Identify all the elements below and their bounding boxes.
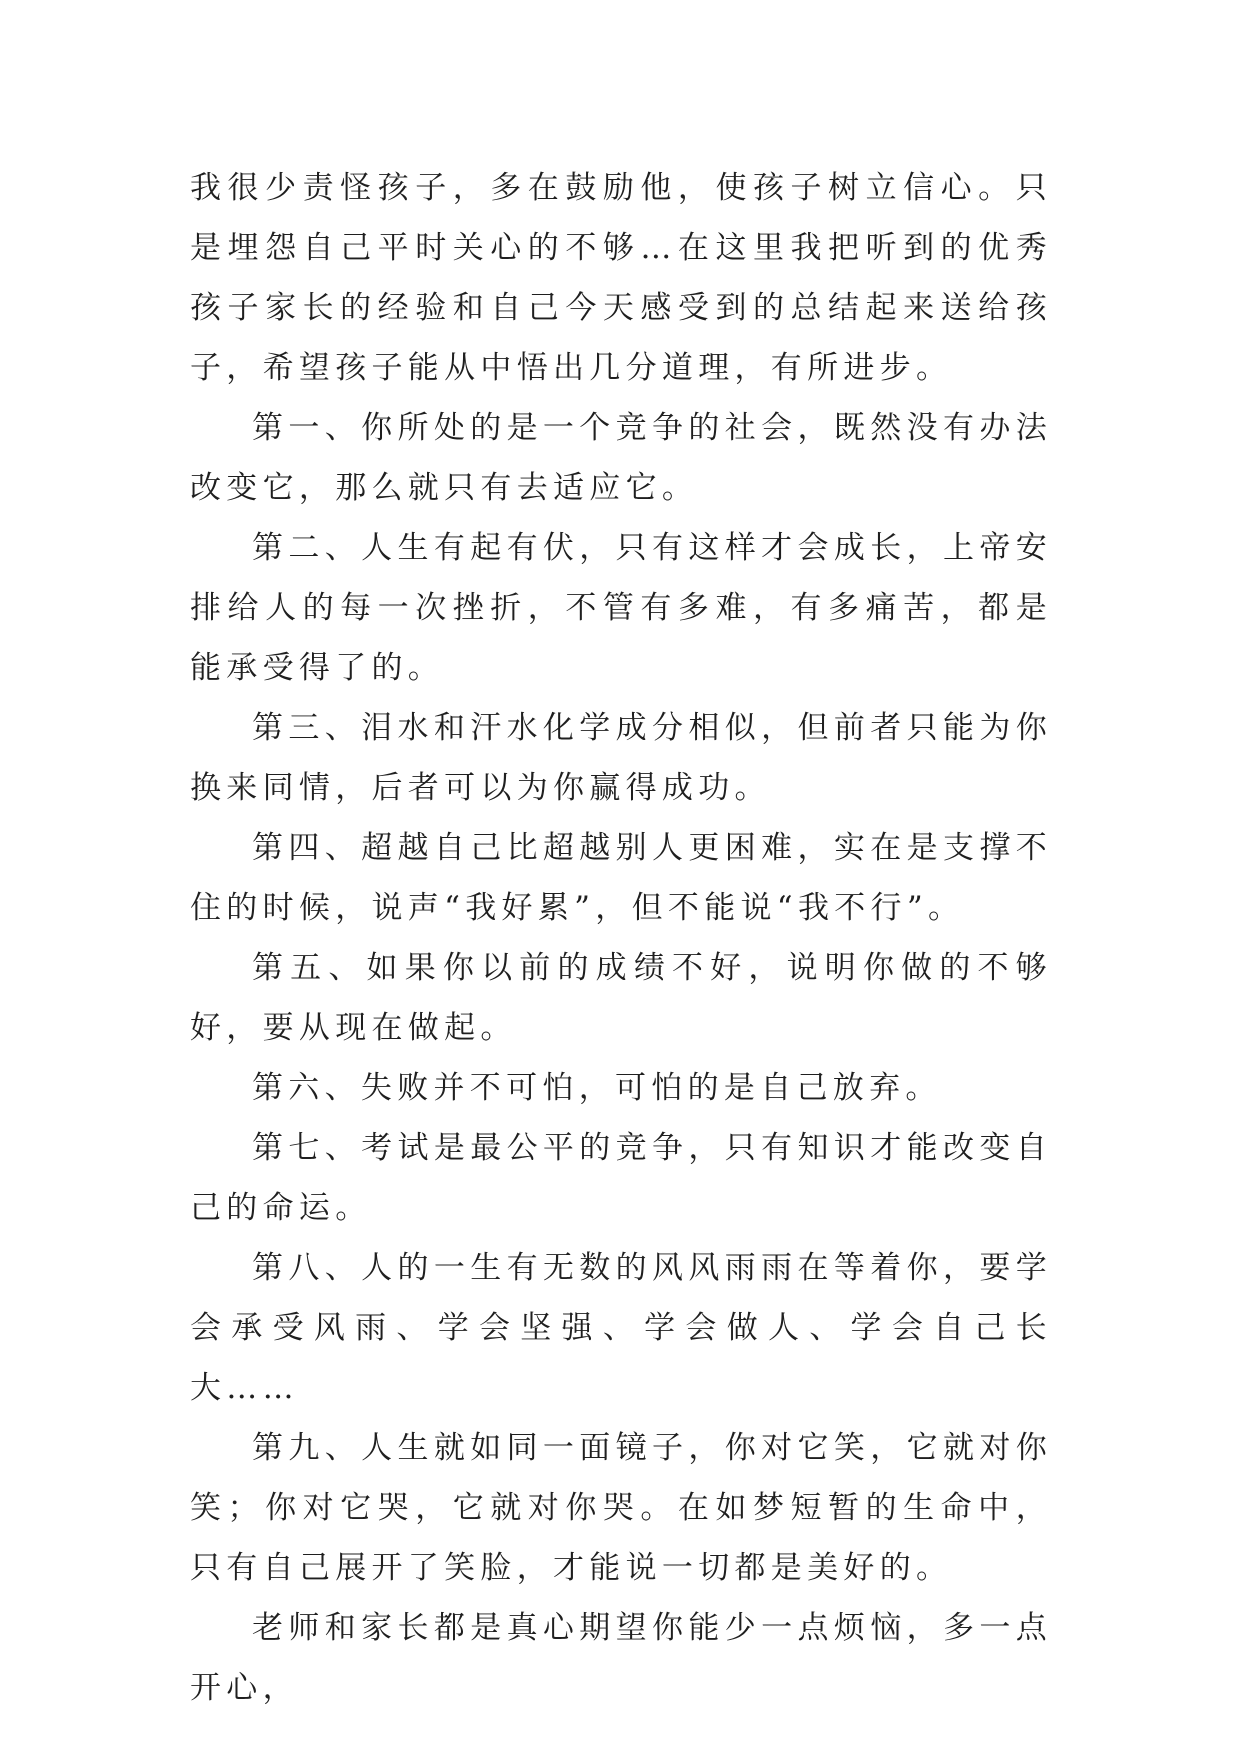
paragraph-point-9: 第九、人生就如同一面镜子，你对它笑，它就对你笑；你对它哭，它就对你哭。在如梦短暂的生命中，只有自己展开了笑脸，才能说一切都是美好的。 <box>190 1430 1052 1586</box>
paragraph-point-6: 第六、失败并不可怕，可怕的是自己放弃。 <box>252 1070 942 1106</box>
paragraph-point-4: 第四、超越自己比超越别人更困难，实在是支撑不住的时候，说声“我好累”，但不能说“我不行”。 <box>190 830 1052 926</box>
paragraph-closing: 老师和家长都是真心期望你能少一点烦恼，多一点开心， <box>190 1610 1052 1706</box>
paragraph-point-1: 第一、你所处的是一个竞争的社会，既然没有办法改变它，那么就只有去适应它。 <box>190 410 1052 506</box>
paragraph-point-3: 第三、泪水和汗水化学成分相似，但前者只能为你换来同情，后者可以为你赢得成功。 <box>190 710 1052 806</box>
paragraph-point-8: 第八、人的一生有无数的风风雨雨在等着你，要学会承受风雨、学会坚强、学会做人、学会自己长大…… <box>190 1250 1052 1406</box>
document-body <box>190 158 1052 1718</box>
paragraph-point-7: 第七、考试是最公平的竞争，只有知识才能改变自己的命运。 <box>190 1130 1052 1226</box>
paragraph-intro: 我很少责怪孩子，多在鼓励他，使孩子树立信心。只是埋怨自己平时关心的不够…在这里我把听到的优秀孩子家长的经验和自己今天感受到的总结起来送给孩子，希望孩子能从中悟出几分道理，有所进步。 <box>190 170 1052 386</box>
paragraph-point-5: 第五、如果你以前的成绩不好，说明你做的不够好，要从现在做起。 <box>190 950 1052 1046</box>
paragraph-point-2: 第二、人生有起有伏，只有这样才会成长，上帝安排给人的每一次挫折，不管有多难，有多痛苦，都是能承受得了的。 <box>190 530 1052 686</box>
